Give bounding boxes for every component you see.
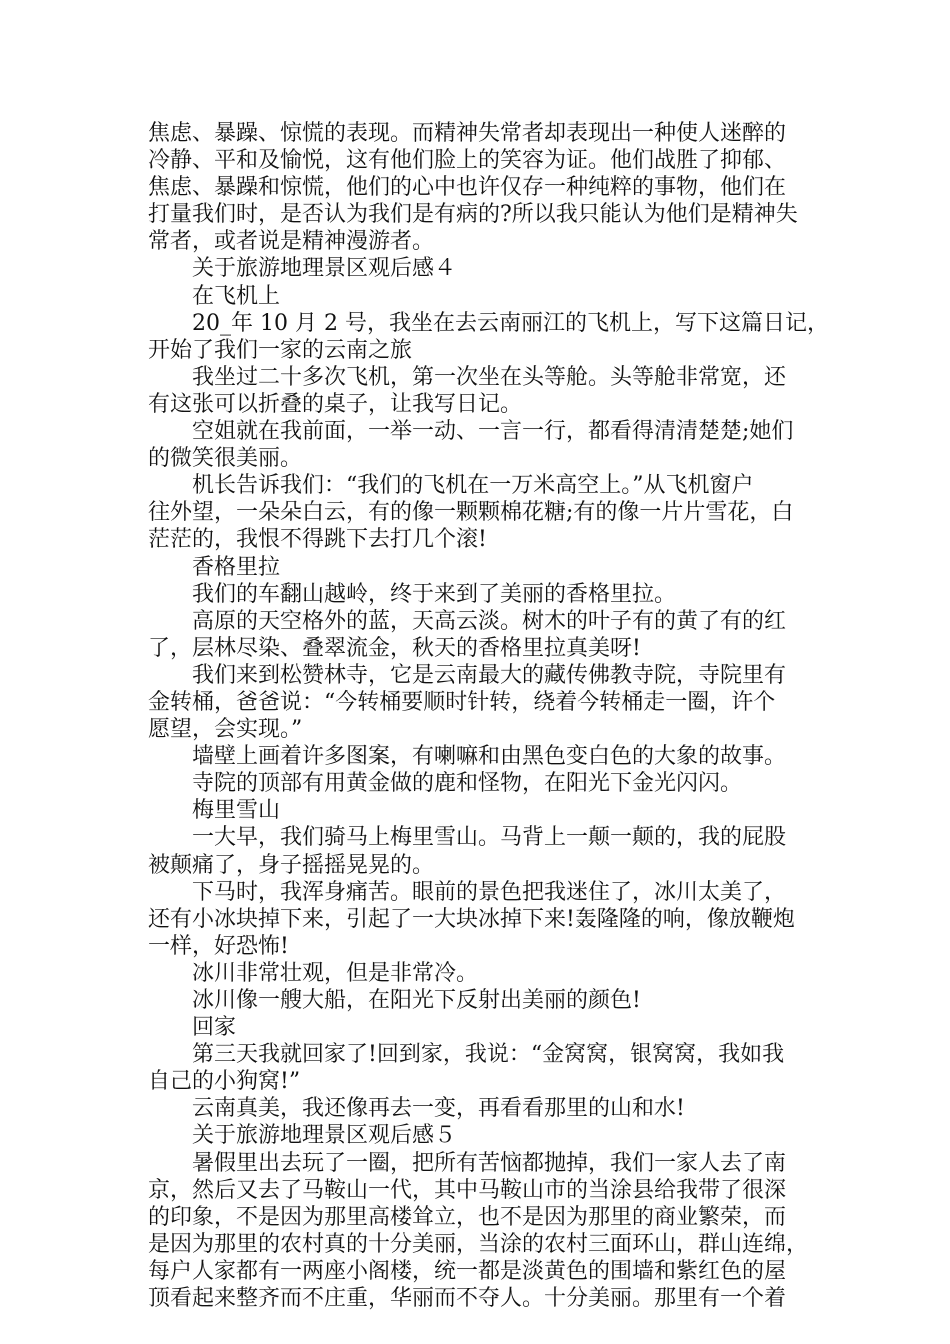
text-line: 第三天我就回家了!回到家，我说：“金窝窝，银窝窝，我如我 [192, 1042, 785, 1068]
text-line: 冷静、平和及愉悦，这有他们脸上的笑容为证。他们战胜了抑郁、 [148, 148, 787, 174]
text-line: 空姐就在我前面，一举一动、一言一行，都看得清清楚楚;她们 [192, 419, 794, 445]
text-line: 云南真美，我还像再去一变，再看看那里的山和水! [192, 1096, 685, 1122]
text-line: 暑假里出去玩了一圈，把所有苦恼都抛掉，我们一家人去了南 [192, 1150, 787, 1176]
text-line: 的微笑很美丽。 [148, 446, 303, 472]
text-line: 开始了我们一家的云南之旅 [148, 337, 413, 363]
text-line: 焦虑、暴躁、惊慌的表现。而精神失常者却表现出一种使人迷醉的 [148, 121, 787, 146]
text-line: 冰川非常壮观，但是非常冷。 [192, 960, 479, 986]
text-line: 打量我们时，是否认为我们是有病的?所以我只能认为他们是精神失 [148, 202, 798, 228]
text-line: 金转桶，爸爸说：“今转桶要顺时针转，绕着今转桶走一圈，许个 [148, 689, 776, 715]
text-line: 焦虑、暴躁和惊慌，他们的心中也许仅存一种纯粹的事物，他们在 [148, 175, 787, 201]
text-line: 了，层林尽染、叠翠流金，秋天的香格里拉真美呀! [148, 635, 641, 661]
text-line: 高原的天空格外的蓝，天高云淡。树木的叶子有的黄了有的红 [192, 608, 787, 634]
text-line: 有这张可以折叠的桌子，让我写日记。 [148, 391, 523, 417]
text-line: 被颠痛了，身子摇摇晃晃的。 [148, 852, 435, 878]
text-line: 京，然后又去了马鞍山一代，其中马鞍山市的当涂县给我带了很深 [148, 1177, 787, 1203]
document-body [148, 120, 828, 1312]
text-line: 墙壁上画着许多图案，有喇嘛和由黑色变白色的大象的故事。 [192, 744, 787, 770]
text-line: 20_年 10 月 2 号，我坐在去云南丽江的飞机上，写下这篇日记， [192, 310, 829, 336]
text-line: 一样，好恐怖! [148, 933, 289, 959]
text-line: 回家 [192, 1015, 237, 1041]
text-line: 我坐过二十多次飞机，第一次坐在头等舱。头等舱非常宽，还 [192, 364, 787, 390]
text-line: 自己的小狗窝!” [148, 1069, 301, 1095]
text-line: 寺院的顶部有用黄金做的鹿和怪物，在阳光下金光闪闪。 [192, 771, 743, 797]
text-line: 冰川像一艘大船，在阳光下反射出美丽的颜色! [192, 988, 641, 1013]
text-line: 往外望，一朵朵白云，有的像一颗颗棉花糖;有的像一片片雪花，白 [148, 500, 794, 526]
text-line: 是因为那里的农村真的十分美丽，当涂的农村三面环山，群山连绵， [148, 1231, 809, 1257]
text-line: 还有小冰块掉下来，引起了一大块冰掉下来!轰隆隆的响，像放鞭炮 [148, 906, 795, 932]
text-line: 茫茫的，我恨不得跳下去打几个滚! [148, 527, 487, 553]
text-line: 我们的车翻山越岭，终于来到了美丽的香格里拉。 [192, 581, 677, 607]
text-line: 愿望，会实现。” [148, 717, 303, 743]
text-line: 下马时，我浑身痛苦。眼前的景色把我迷住了，冰川太美了， [192, 879, 787, 905]
text-line: 关于旅游地理景区观后感４ [192, 256, 457, 282]
text-line: 机长告诉我们：“我们的飞机在一万米高空上。”从飞机窗户 [192, 473, 754, 499]
text-line: 关于旅游地理景区观后感５ [192, 1123, 457, 1149]
text-line: 一大早，我们骑马上梅里雪山。马背上一颠一颠的，我的屁股 [192, 825, 787, 851]
text-line: 常者，或者说是精神漫游者。 [148, 229, 435, 255]
text-line: 梅里雪山 [192, 798, 281, 824]
text-line: 我们来到松赞林寺，它是云南最大的藏传佛教寺院，寺院里有 [192, 662, 787, 688]
text-line: 的印象，不是因为那里高楼耸立，也不是因为那里的商业繁荣，而 [148, 1204, 787, 1230]
text-line: 每户人家都有一两座小阁楼，统一都是淡黄色的围墙和紫红色的屋 [148, 1258, 787, 1284]
text-line: 顶看起来整齐而不庄重，华丽而不夺人。十分美丽。那里有一个着 [148, 1286, 787, 1312]
text-line: 香格里拉 [192, 554, 281, 580]
text-line: 在飞机上 [192, 283, 281, 309]
